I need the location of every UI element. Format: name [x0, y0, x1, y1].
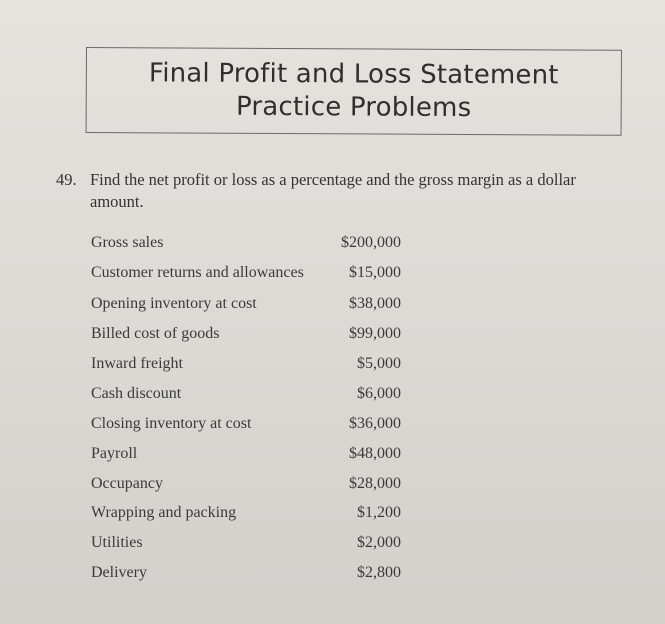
- item-value: $36,000: [349, 415, 401, 432]
- list-item: [91, 292, 401, 316]
- item-value: $48,000: [349, 445, 401, 462]
- item-label: Inward freight: [91, 355, 183, 372]
- list-item: [91, 501, 401, 525]
- list-item: [91, 382, 401, 406]
- list-item: [91, 561, 401, 585]
- item-value: $99,000: [349, 325, 401, 342]
- problem-text: Find the net profit or loss as a percentage and the gross margin as a dollar amount.: [90, 170, 576, 211]
- list-item: [91, 261, 401, 285]
- item-label: Utilities: [91, 534, 143, 551]
- item-label: Opening inventory at cost: [91, 295, 257, 312]
- list-item: [91, 352, 401, 376]
- item-value: $6,000: [357, 385, 401, 402]
- item-label: Gross sales: [91, 234, 164, 251]
- item-value: $1,200: [357, 504, 401, 521]
- item-label: Occupancy: [91, 475, 163, 492]
- item-value: $28,000: [349, 475, 401, 492]
- title-box: [86, 47, 622, 136]
- problem-statement: [56, 169, 626, 213]
- item-value: $2,000: [357, 534, 401, 551]
- list-item: [91, 531, 401, 555]
- item-label: Billed cost of goods: [91, 325, 220, 342]
- list-item: [91, 322, 401, 346]
- page-subtitle: Practice Problems: [235, 91, 472, 124]
- item-label: Closing inventory at cost: [91, 415, 252, 432]
- item-value: $2,800: [357, 564, 401, 581]
- item-value: $15,000: [349, 264, 401, 281]
- item-label: Cash discount: [91, 385, 182, 402]
- item-label: Payroll: [91, 445, 138, 462]
- page-title: Final Profit and Loss Statement: [148, 58, 559, 91]
- item-label: Wrapping and packing: [91, 504, 237, 521]
- problem-number: 49.: [56, 170, 77, 189]
- item-label: Customer returns and allowances: [91, 264, 304, 281]
- list-item: [91, 442, 401, 466]
- item-value: $5,000: [357, 355, 401, 372]
- list-item: [91, 412, 401, 436]
- list-item: [91, 231, 401, 255]
- list-item: [91, 472, 401, 496]
- item-label: Delivery: [91, 564, 147, 581]
- item-value: $38,000: [349, 295, 401, 312]
- item-value: $200,000: [341, 234, 401, 251]
